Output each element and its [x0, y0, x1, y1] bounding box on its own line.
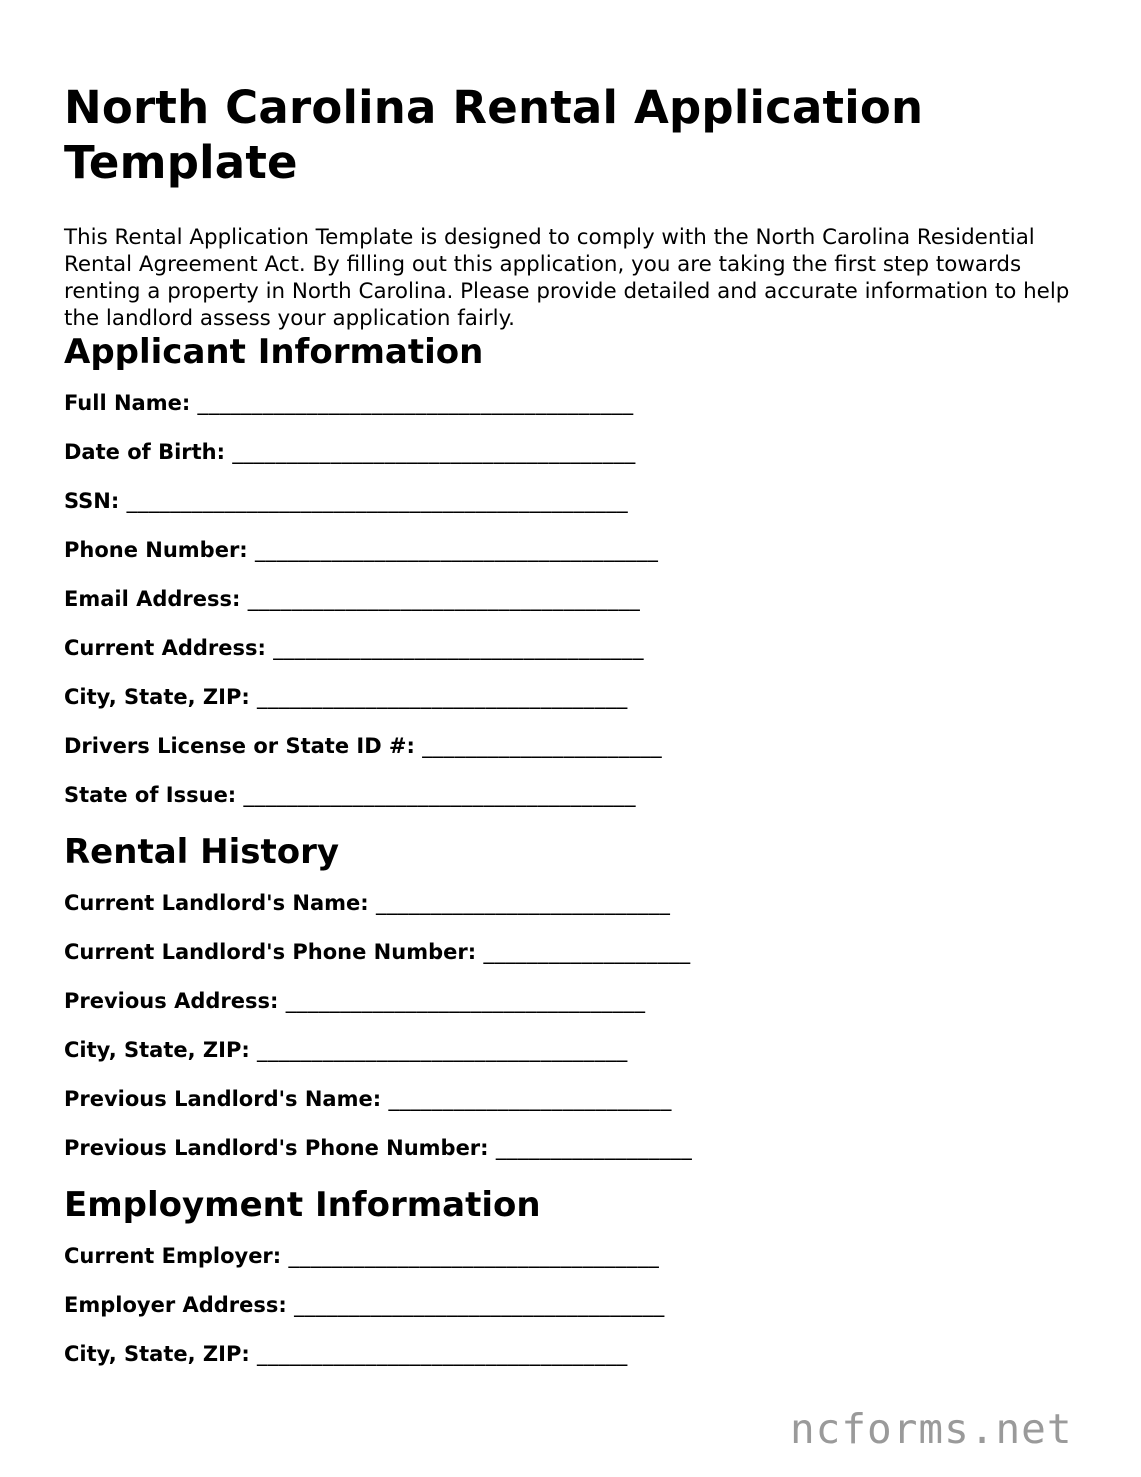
intro-paragraph: This Rental Application Template is designed to comply with the North Carolina Residential Rental Agreement Act. By filling out this application, you are taking the first step towards renting a property in North Carolina. Please provide detailed and accurate information to help the landlord assess your application fairly. [64, 225, 1070, 331]
field-blank-line[interactable]: __________________________ [388, 1087, 672, 1111]
field-label: SSN: [64, 489, 120, 513]
section-heading-applicant: Applicant Information [64, 332, 484, 372]
field-label: Email Address: [64, 587, 241, 611]
field-label: Drivers License or State ID #: [64, 734, 415, 758]
form-field-drivers-license[interactable] [64, 734, 1084, 783]
form-field-current-landlord-name[interactable] [64, 891, 1084, 940]
form-field-current-employer[interactable] [64, 1244, 1084, 1293]
field-blank-line[interactable]: ______________________________________________ [126, 489, 628, 513]
field-label: Current Employer: [64, 1244, 282, 1268]
page-title: North Carolina Rental Application Template [64, 81, 924, 189]
form-field-email-address[interactable] [64, 587, 1084, 636]
form-field-previous-city-state-zip[interactable] [64, 1038, 1084, 1087]
form-field-city-state-zip[interactable] [64, 685, 1084, 734]
field-blank-line[interactable]: __________________________________ [294, 1293, 665, 1317]
field-blank-line[interactable]: __________________________________ [288, 1244, 660, 1268]
applicant-fields [64, 391, 1084, 832]
form-field-ssn[interactable] [64, 489, 1084, 538]
form-field-full-name[interactable] [64, 391, 1084, 440]
field-label: Current Address: [64, 636, 266, 660]
rental-history-fields [64, 891, 1084, 1185]
section-heading-rental-history: Rental History [64, 832, 340, 872]
field-label: City, State, ZIP: [64, 685, 250, 709]
form-field-previous-landlord-name[interactable] [64, 1087, 1084, 1136]
field-label: Employer Address: [64, 1293, 287, 1317]
field-label: State of Issue: [64, 783, 237, 807]
field-label: City, State, ZIP: [64, 1342, 250, 1366]
field-label: Previous Landlord's Name: [64, 1087, 382, 1111]
field-label: Current Landlord's Phone Number: [64, 940, 477, 964]
field-blank-line[interactable]: _____________________________________ [232, 440, 636, 464]
form-field-previous-landlord-phone[interactable] [64, 1136, 1084, 1185]
field-blank-line[interactable]: _____________________________________ [255, 538, 659, 562]
section-heading-employment: Employment Information [64, 1185, 541, 1225]
field-blank-line[interactable]: ________________________________________ [197, 391, 634, 415]
field-blank-line[interactable]: __________________________________ [257, 685, 628, 709]
field-blank-line[interactable]: ___________________ [483, 940, 691, 964]
form-field-employer-city-state-zip[interactable] [64, 1342, 1084, 1391]
field-blank-line[interactable]: __________________________________ [257, 1342, 628, 1366]
document-page [64, 80, 1084, 1391]
field-blank-line[interactable]: ___________________________ [376, 891, 671, 915]
employment-fields [64, 1244, 1084, 1391]
form-field-phone-number[interactable] [64, 538, 1084, 587]
field-blank-line[interactable]: _________________________________ [285, 989, 646, 1013]
field-blank-line[interactable]: __________________________________ [273, 636, 644, 660]
form-field-previous-address[interactable] [64, 989, 1084, 1038]
field-label: City, State, ZIP: [64, 1038, 250, 1062]
field-blank-line[interactable]: ______________________ [422, 734, 663, 758]
field-blank-line[interactable]: __________________________________ [257, 1038, 628, 1062]
watermark-text: ncforms.net [790, 1405, 1073, 1453]
form-field-current-landlord-phone[interactable] [64, 940, 1084, 989]
form-field-state-of-issue[interactable] [64, 783, 1084, 832]
field-label: Phone Number: [64, 538, 248, 562]
field-label: Current Landlord's Name: [64, 891, 369, 915]
form-field-employer-address[interactable] [64, 1293, 1084, 1342]
field-blank-line[interactable]: ____________________________________ [243, 783, 636, 807]
field-blank-line[interactable]: ____________________________________ [247, 587, 641, 611]
form-field-current-address[interactable] [64, 636, 1084, 685]
form-field-date-of-birth[interactable] [64, 440, 1084, 489]
field-label: Previous Landlord's Phone Number: [64, 1136, 489, 1160]
field-label: Date of Birth: [64, 440, 226, 464]
field-label: Previous Address: [64, 989, 279, 1013]
field-label: Full Name: [64, 391, 191, 415]
field-blank-line[interactable]: __________________ [495, 1136, 693, 1160]
